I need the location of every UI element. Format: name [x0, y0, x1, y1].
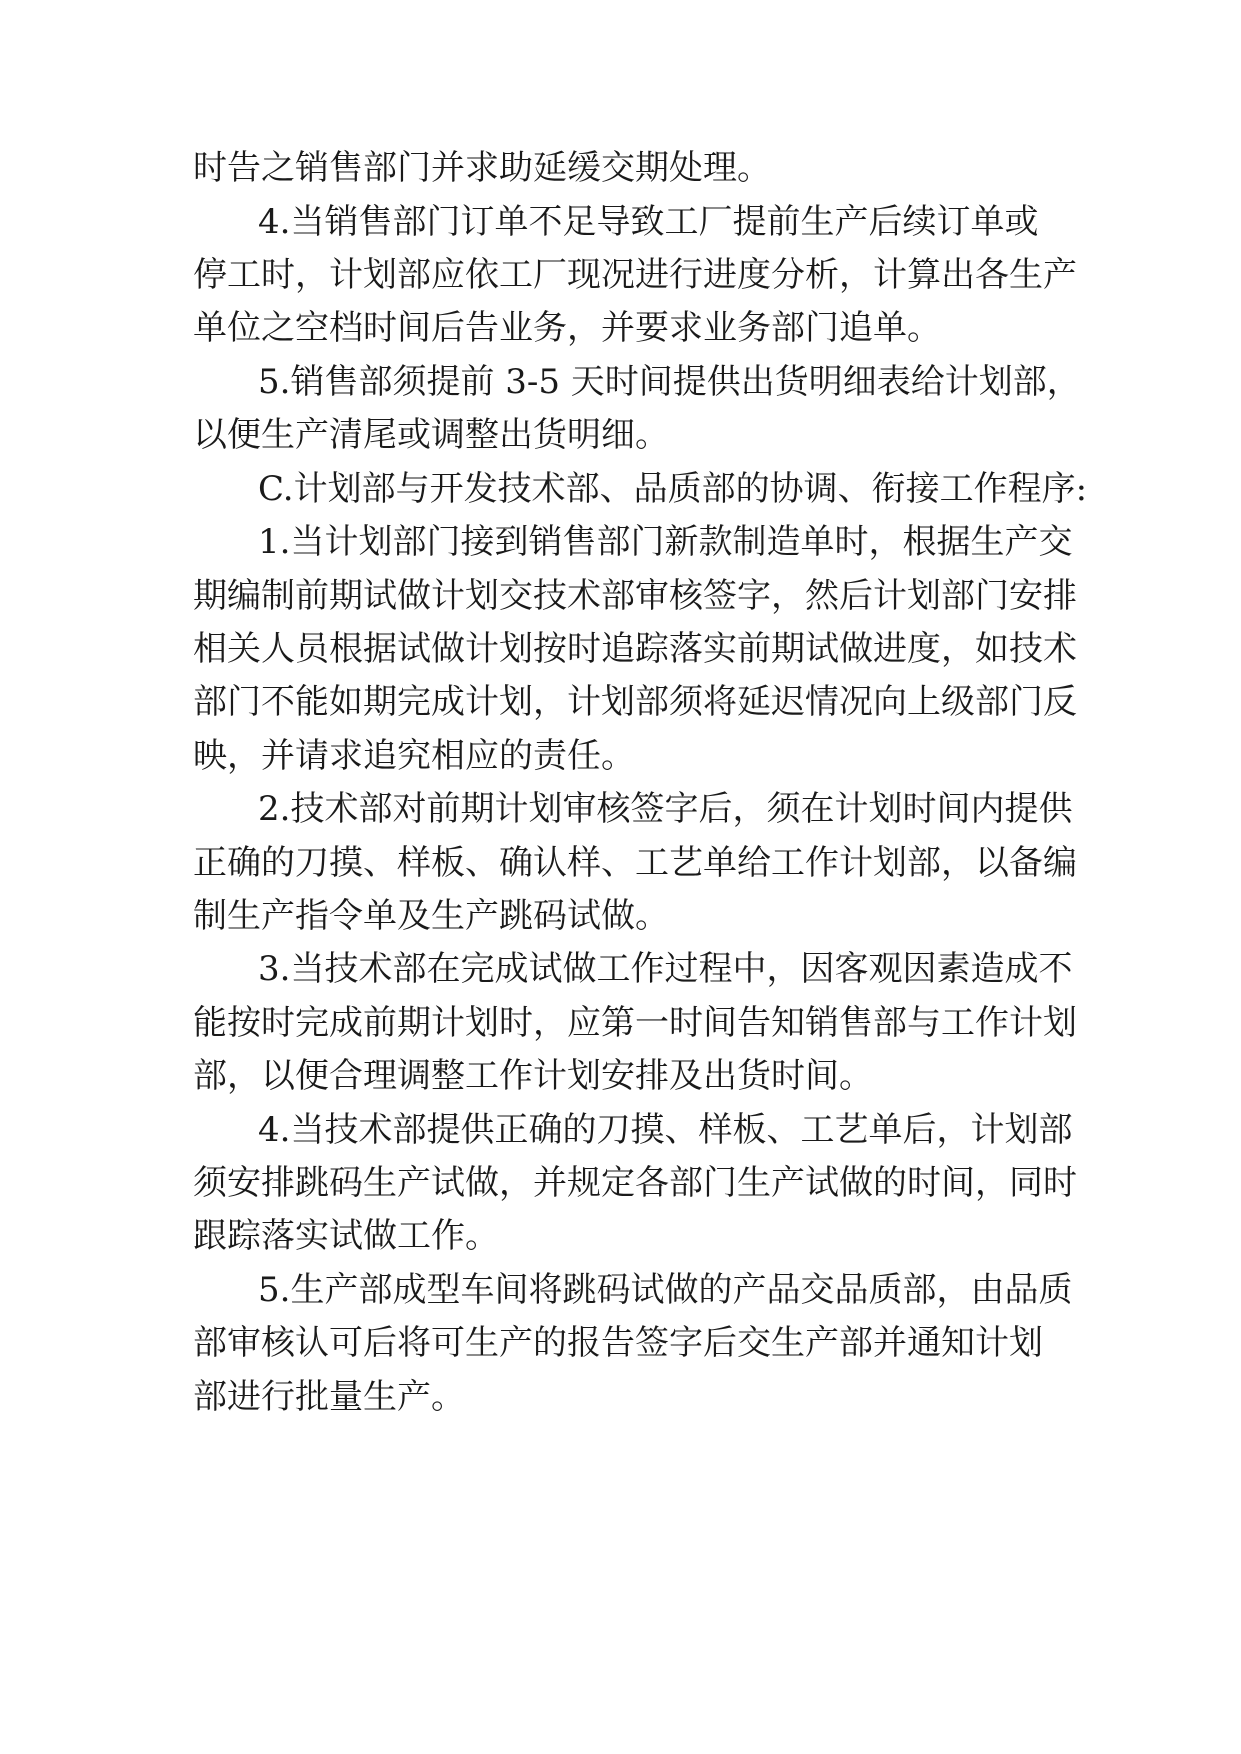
text-line: 5.生产部成型车间将跳码试做的产品交品质部，由品质 — [258, 1270, 1073, 1310]
text-line: 须安排跳码生产试做，并规定各部门生产试做的时间，同时 — [193, 1163, 1077, 1203]
text-line: C.计划部与开发技术部、品质部的协调、衔接工作程序: — [258, 469, 1088, 509]
text-line: 时告之销售部门并求助延缓交期处理。 — [193, 148, 771, 188]
text-line: 1.当计划部门接到销售部门新款制造单时，根据生产交 — [258, 522, 1073, 562]
text-line: 部门不能如期完成计划，计划部须将延迟情况向上级部门反 — [193, 682, 1077, 722]
text-line: 3.当技术部在完成试做工作过程中，因客观因素造成不 — [258, 949, 1073, 989]
text-line: 能按时完成前期计划时，应第一时间告知销售部与工作计划 — [193, 1003, 1077, 1043]
text-line: 相关人员根据试做计划按时追踪落实前期试做进度，如技术 — [193, 629, 1077, 669]
text-line: 以便生产清尾或调整出货明细。 — [193, 415, 669, 455]
text-line: 部审核认可后将可生产的报告签字后交生产部并通知计划 — [193, 1323, 1043, 1363]
text-line: 部，以便合理调整工作计划安排及出货时间。 — [193, 1056, 873, 1096]
text-line: 跟踪落实试做工作。 — [193, 1216, 499, 1256]
text-line: 单位之空档时间后告业务，并要求业务部门追单。 — [193, 308, 941, 348]
text-line: 映，并请求追究相应的责任。 — [193, 736, 635, 776]
text-line: 部进行批量生产。 — [193, 1377, 465, 1417]
text-line: 5.销售部须提前 3-5 天时间提供出货明细表给计划部， — [258, 362, 1081, 402]
text-line: 正确的刀摸、样板、确认样、工艺单给工作计划部，以备编 — [193, 843, 1077, 883]
text-line: 4.当技术部提供正确的刀摸、样板、工艺单后，计划部 — [258, 1110, 1073, 1150]
text-line: 2.技术部对前期计划审核签字后，须在计划时间内提供 — [258, 789, 1073, 829]
text-line: 4.当销售部门订单不足导致工厂提前生产后续订单或 — [258, 202, 1039, 242]
text-line: 制生产指令单及生产跳码试做。 — [193, 896, 669, 936]
text-line: 停工时，计划部应依工厂现况进行进度分析，计算出各生产 — [193, 255, 1077, 295]
text-line: 期编制前期试做计划交技术部审核签字，然后计划部门安排 — [193, 576, 1077, 616]
